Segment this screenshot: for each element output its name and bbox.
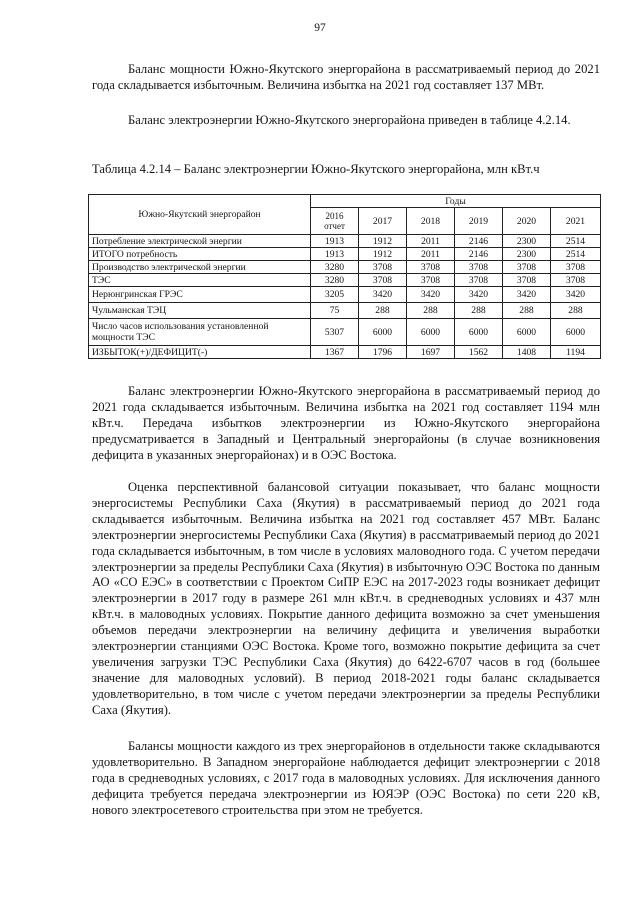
table-cell: 2011 xyxy=(407,235,455,248)
table-cell: 1194 xyxy=(551,346,601,359)
table-cell: 1367 xyxy=(311,346,359,359)
table-cell: 1562 xyxy=(455,346,503,359)
table-cell: 3708 xyxy=(455,261,503,274)
table-cell: 3420 xyxy=(407,287,455,303)
table-cell: 2300 xyxy=(503,248,551,261)
table-cell: 3708 xyxy=(455,274,503,287)
table-cell: 288 xyxy=(407,303,455,319)
body-paragraph-2: Оценка перспективной балансовой ситуации показывает, что баланс мощности энергосистемы Республики Саха (Якутия) в рассматриваемый период до 2021 года складывается избыточным. Величина избытка на 2021 год составляет 457 МВт. Баланс электроэнергии энергосистемы Республики Саха (Якутия) в рассматриваемый период до 2021 года складывается избыточным, в том числе в условиях маловодного года. С учетом передачи электроэнергии за пределы Республики Саха (Якутия) в избыточную ОЭС Востока по данным АО «СО ЕЭС» в соответствии с Проектом СиПР ЕЭС на 2017-2023 годы возникает дефицит электроэнергии в 2017 году в размере 261 млн кВт.ч. в средневодных условиях и 437 млн кВт.ч. в маловодных условиях. Покрытие данного дефицита возможно за счет уменьшения объемов передачи электроэнергии на величину дефицита и увеличения выработки электроэнергии станциями ОЭС Востока. Кроме того, возможно покрытие дефицита за счет увеличения загрузки ТЭС Республики Саха (Якутия) до 6422-6707 часов в год (большее значение для маловодных условий). В период 2018-2021 годы баланс складывается удовлетворительно, в том числе с учетом передачи электроэнергии за пределы Республики Саха (Якутия). xyxy=(92,480,600,717)
table-cell: 3205 xyxy=(311,287,359,303)
region-header: Южно-Якутский энергорайон xyxy=(89,195,311,235)
table-cell: 1913 xyxy=(311,235,359,248)
table-cell: 1697 xyxy=(407,346,455,359)
table-cell: 2300 xyxy=(503,235,551,248)
table-cell: 288 xyxy=(551,303,601,319)
year-header: 2017 xyxy=(359,208,407,235)
table-cell: 3708 xyxy=(503,274,551,287)
table-cell: 2011 xyxy=(407,248,455,261)
year-header-2016 xyxy=(311,208,359,235)
row-label: ИЗБЫТОК(+)/ДЕФИЦИТ(-) xyxy=(89,346,311,359)
table-cell: 3280 xyxy=(311,261,359,274)
table-cell: 75 xyxy=(311,303,359,319)
table-cell: 3708 xyxy=(407,274,455,287)
year-header: 2019 xyxy=(455,208,503,235)
table-cell: 3708 xyxy=(503,261,551,274)
years-header: Годы xyxy=(311,195,601,208)
table-cell: 288 xyxy=(359,303,407,319)
year-header: 2021 xyxy=(551,208,601,235)
table-cell: 3708 xyxy=(551,274,601,287)
body-paragraph-3: Балансы мощности каждого из трех энергорайонов в отдельности также складываются удовлетворительно. В Западном энергорайоне наблюдается дефицит электроэнергии с 2018 года в средневодных условиях, с 2017 года в маловодных условиях. Для исключения данного дефицита требуется передача электроэнергии из ЮЯЭР (ОЭС Востока) по сети 220 кВ, нового электросетевого строительства при этом не требуется. xyxy=(92,739,600,817)
table-cell: 3420 xyxy=(551,287,601,303)
table-cell: 3420 xyxy=(503,287,551,303)
table-cell: 1912 xyxy=(359,235,407,248)
table-cell: 6000 xyxy=(407,319,455,346)
table-row xyxy=(89,346,601,359)
table-cell: 2146 xyxy=(455,248,503,261)
year-header: 2018 xyxy=(407,208,455,235)
table-row xyxy=(89,319,601,346)
table-cell: 3280 xyxy=(311,274,359,287)
table-cell: 2146 xyxy=(455,235,503,248)
table-cell: 1796 xyxy=(359,346,407,359)
table-cell: 288 xyxy=(503,303,551,319)
table-cell: 288 xyxy=(455,303,503,319)
table-row xyxy=(89,303,601,319)
year-header: 2020 xyxy=(503,208,551,235)
table-cell: 3708 xyxy=(551,261,601,274)
row-label: Чульманская ТЭЦ xyxy=(89,303,311,319)
table-cell: 6000 xyxy=(503,319,551,346)
row-label: ИТОГО потребность xyxy=(89,248,311,261)
body-paragraph-1: Баланс электроэнергии Южно-Якутского энергорайона в рассматриваемый период до 2021 года складывается избыточным. Величина избытка на 2021 год составляет 1194 млн кВт.ч. Передача избытков электроэнергии из Южно-Якутского энергорайона предусматривается в Западный и Центральный энергорайоны (в случае возникновения дефицита в указанных энергорайонах) и в ОЭС Востока. xyxy=(92,384,600,462)
table-cell: 6000 xyxy=(551,319,601,346)
table-cell: 3420 xyxy=(359,287,407,303)
year-2016-note: отчет xyxy=(324,221,345,231)
table-cell: 1912 xyxy=(359,248,407,261)
energy-balance-table xyxy=(88,194,601,359)
table-cell: 2514 xyxy=(551,248,601,261)
table-cell: 5307 xyxy=(311,319,359,346)
table-cell: 6000 xyxy=(359,319,407,346)
table-cell: 1408 xyxy=(503,346,551,359)
table-cell: 2514 xyxy=(551,235,601,248)
table-cell: 3420 xyxy=(455,287,503,303)
table-cell: 6000 xyxy=(455,319,503,346)
table-header-row xyxy=(89,195,601,208)
intro-paragraph-2: Баланс электроэнергии Южно-Якутского энергорайона приведен в таблице 4.2.14. xyxy=(128,113,571,127)
table-cell: 3708 xyxy=(407,261,455,274)
row-label: Потребление электрической энергии xyxy=(89,235,311,248)
table-cell: 1913 xyxy=(311,248,359,261)
table-caption: Таблица 4.2.14 – Баланс электроэнергии Южно-Якутского энергорайона, млн кВт.ч xyxy=(92,162,540,176)
table-row xyxy=(89,274,601,287)
table-row xyxy=(89,248,601,261)
table-row xyxy=(89,287,601,303)
intro-paragraph-1: Баланс мощности Южно-Якутского энергорайона в рассматриваемый период до 2021 года складывается избыточным. Величина избытка на 2021 год составляет 137 МВт. xyxy=(92,62,600,92)
table-row xyxy=(89,235,601,248)
page-number: 97 xyxy=(314,22,326,34)
row-label: Производство электрической энергии xyxy=(89,261,311,274)
table-row xyxy=(89,261,601,274)
year-2016-label: 2016 xyxy=(325,211,344,221)
row-label: Число часов использования установленной мощности ТЭС xyxy=(89,319,311,346)
row-label: ТЭС xyxy=(89,274,311,287)
row-label: Нерюнгринская ГРЭС xyxy=(89,287,311,303)
table-cell: 3708 xyxy=(359,261,407,274)
table-cell: 3708 xyxy=(359,274,407,287)
